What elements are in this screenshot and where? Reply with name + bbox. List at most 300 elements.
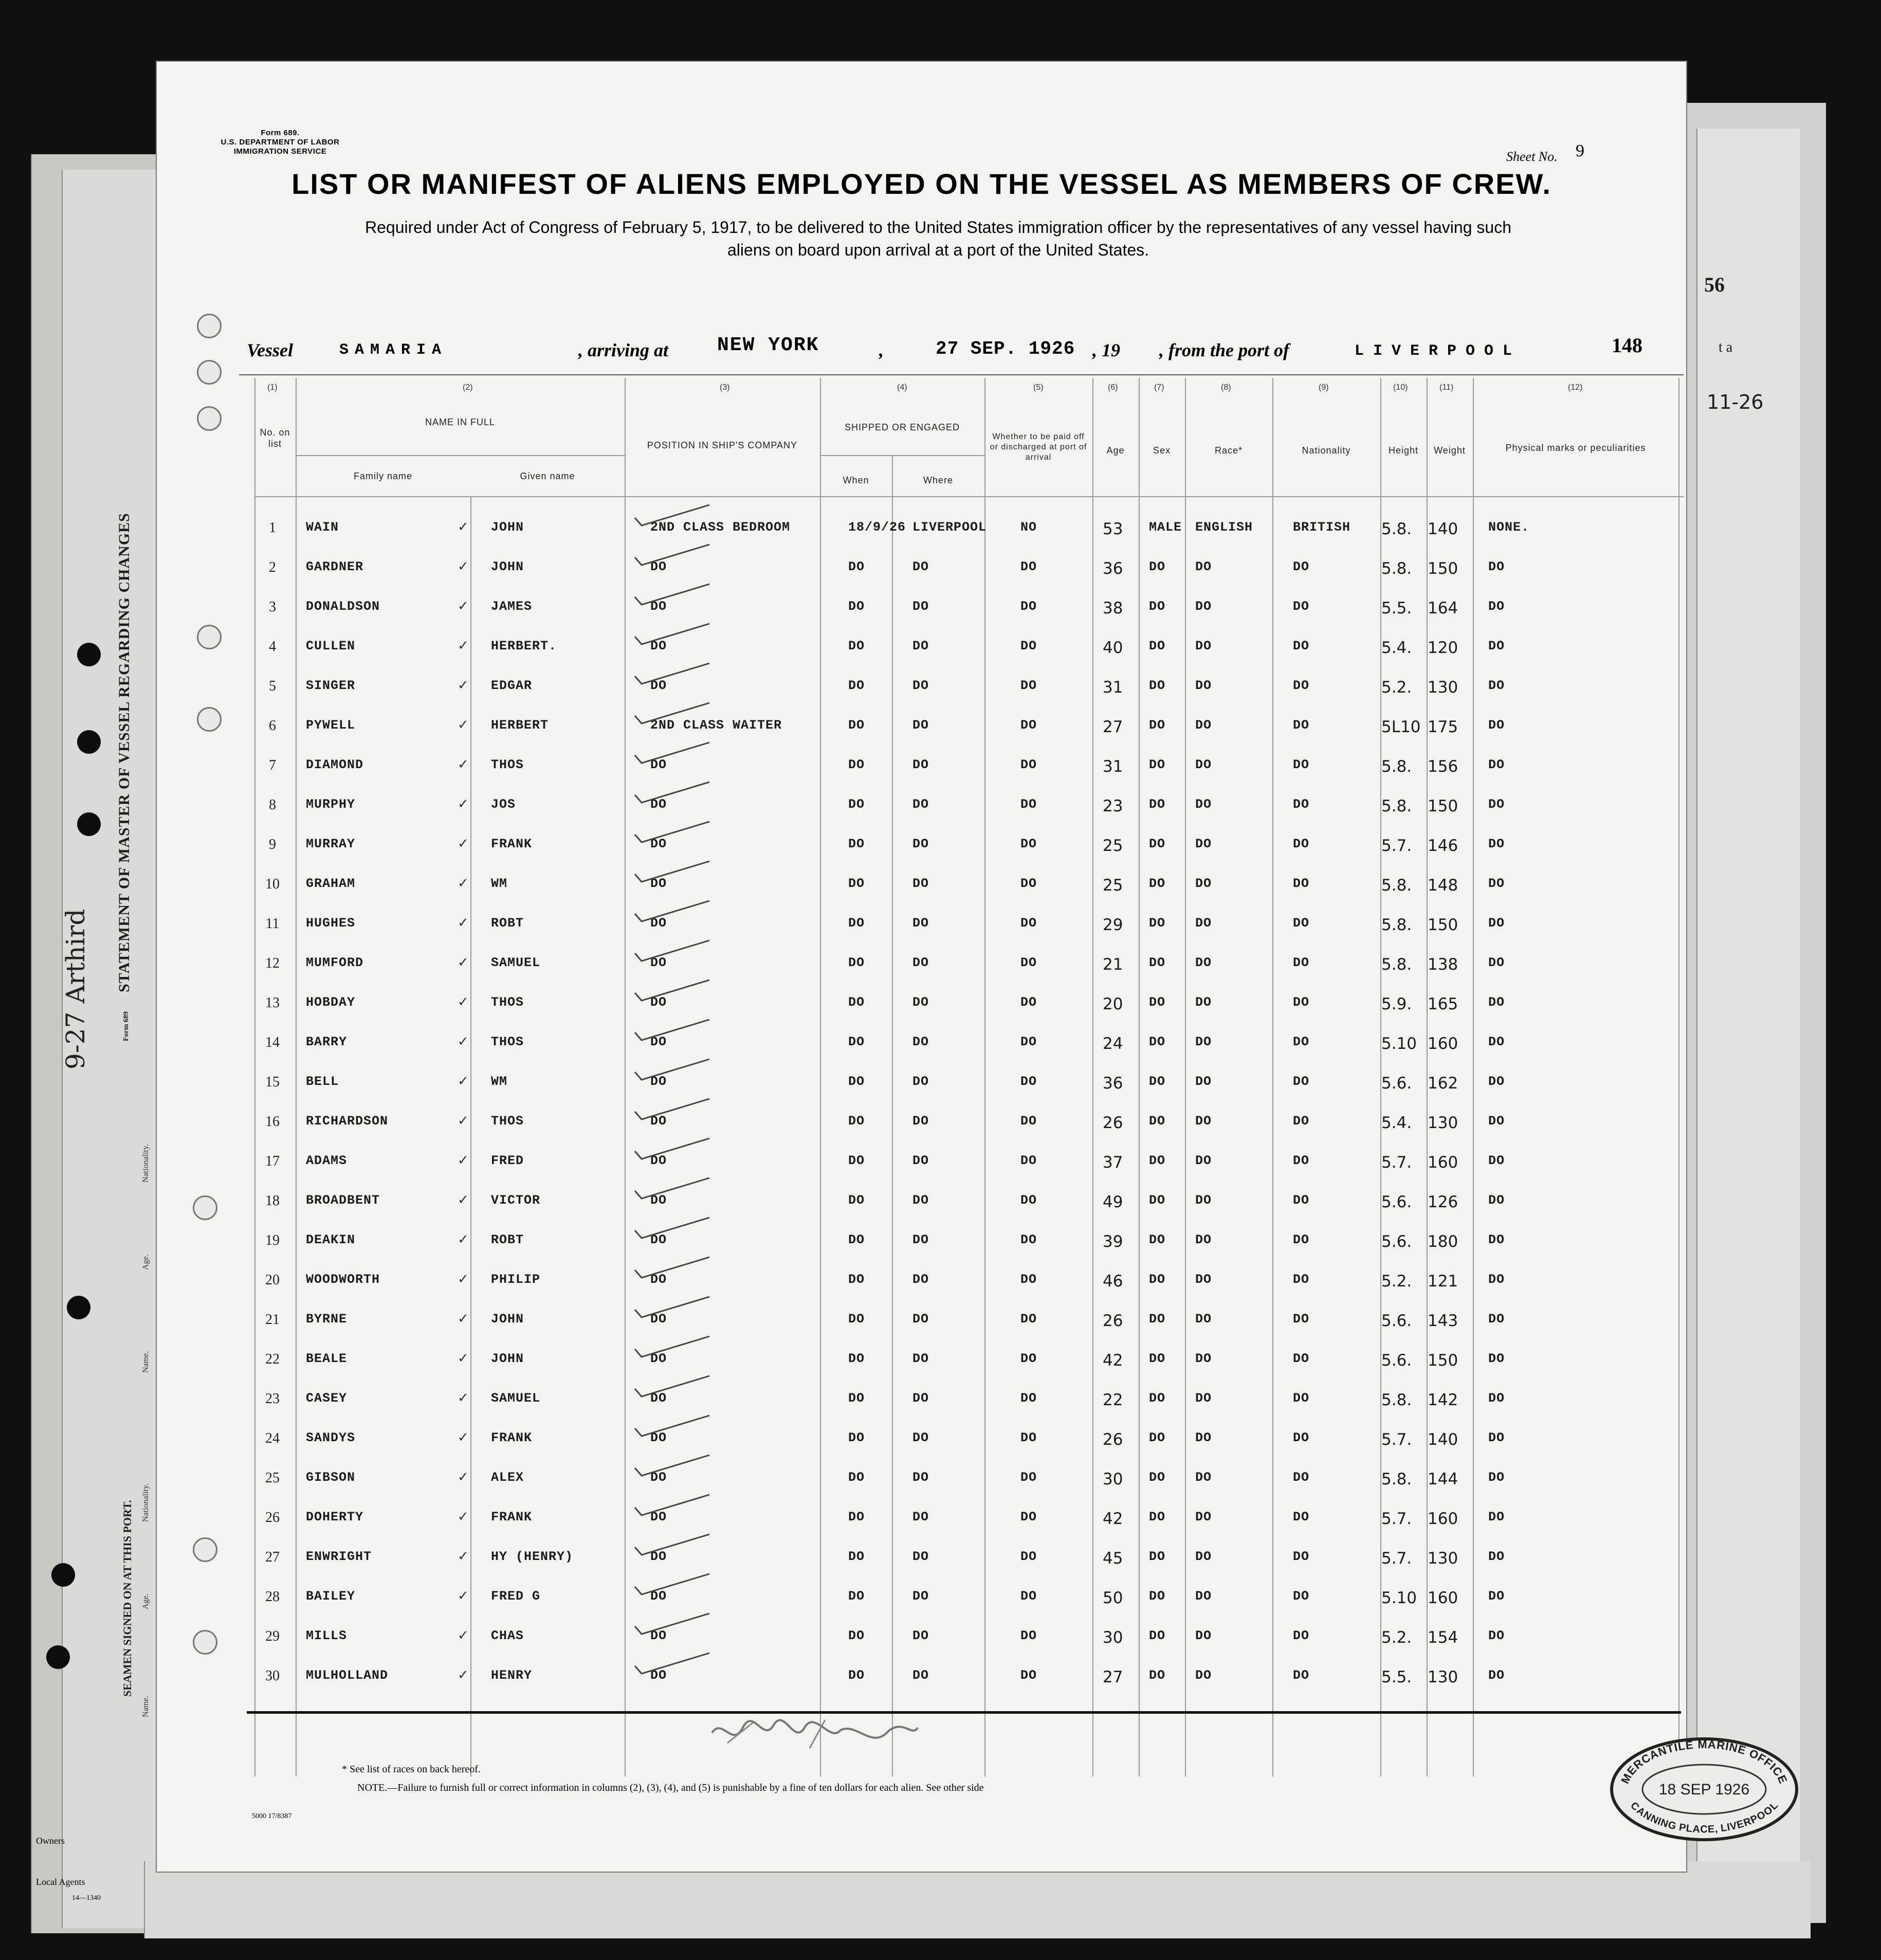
cell-marks: DO xyxy=(1488,718,1505,733)
cell-paid: DO xyxy=(1020,757,1037,772)
pencil-check-icon xyxy=(632,1017,715,1043)
cell-position: DO xyxy=(650,1312,667,1327)
cell-marks: DO xyxy=(1488,1232,1505,1247)
cell-nationality: DO xyxy=(1293,1035,1310,1049)
cell-family: SANDYS xyxy=(306,1430,356,1445)
cell-sex: DO xyxy=(1149,1470,1166,1485)
sheet-number-value: 9 xyxy=(1576,141,1584,160)
cell-marks: DO xyxy=(1488,678,1505,693)
cell-sex: DO xyxy=(1149,599,1166,614)
side-label-name: Name. xyxy=(141,1351,150,1373)
handwritten-signature xyxy=(707,1712,923,1758)
check-mark-icon: ✓ xyxy=(458,598,469,613)
row-number: 15 xyxy=(265,1074,280,1090)
cell-family: GIBSON xyxy=(306,1470,356,1485)
table-row xyxy=(254,551,1684,591)
cell-family: HOBDAY xyxy=(306,995,356,1010)
cell-nationality: DO xyxy=(1293,1232,1310,1247)
cell-height: 5.6. xyxy=(1381,1074,1412,1093)
cell-weight: 130 xyxy=(1428,1668,1458,1686)
cell-age: 53 xyxy=(1103,520,1123,538)
cell-nationality: DO xyxy=(1293,1114,1310,1129)
cell-given: JOS xyxy=(491,797,516,812)
cell-marks: DO xyxy=(1488,1312,1505,1327)
cell-paid: DO xyxy=(1020,1312,1037,1327)
cell-sex: DO xyxy=(1149,1232,1166,1247)
cell-marks: DO xyxy=(1488,1470,1505,1485)
cell-when: DO xyxy=(848,1470,865,1485)
cell-height: 5.4. xyxy=(1381,1114,1412,1132)
cell-weight: 150 xyxy=(1428,797,1458,815)
side-handwritten-note: 9-27 Arthird xyxy=(61,909,90,1069)
cell-family: MILLS xyxy=(306,1628,348,1643)
cell-weight: 130 xyxy=(1428,678,1458,697)
cell-paid: DO xyxy=(1020,1510,1037,1525)
check-mark-icon: ✓ xyxy=(458,1627,469,1643)
cell-weight: 121 xyxy=(1428,1272,1458,1291)
cell-given: JOHN xyxy=(491,1351,524,1366)
cell-sex: DO xyxy=(1149,916,1166,931)
cell-nationality: DO xyxy=(1293,916,1310,931)
cell-given: THOS xyxy=(491,1035,524,1049)
cell-when: DO xyxy=(848,995,865,1010)
cell-position: DO xyxy=(650,1035,667,1049)
cell-position: DO xyxy=(650,1589,667,1604)
header-sex: Sex xyxy=(1153,445,1171,456)
cell-nationality: DO xyxy=(1293,1153,1310,1168)
cell-marks: DO xyxy=(1488,1272,1505,1287)
header-physical-marks: Physical marks or peculiarities xyxy=(1505,443,1646,453)
mercantile-marine-office-stamp xyxy=(1606,1735,1802,1843)
cell-weight: 148 xyxy=(1428,876,1458,895)
col-num-8: (8) xyxy=(1221,383,1231,392)
cell-race: DO xyxy=(1195,678,1212,693)
row-number: 27 xyxy=(265,1549,280,1565)
cell-weight: 175 xyxy=(1428,718,1458,736)
cell-height: 5.9. xyxy=(1381,995,1412,1013)
cell-nationality: DO xyxy=(1293,797,1310,812)
right-sheet-fragment: t a xyxy=(1719,339,1733,355)
cell-given: HERBERT xyxy=(491,718,549,733)
cell-sex: DO xyxy=(1149,639,1166,654)
from-port-label: , from the port of xyxy=(1159,340,1290,360)
cell-marks: DO xyxy=(1488,1114,1505,1129)
cell-sex: DO xyxy=(1149,1193,1166,1208)
cell-where: DO xyxy=(912,916,929,931)
row-number: 1 xyxy=(269,520,276,536)
pencil-check-icon xyxy=(632,1294,715,1320)
cell-sex: DO xyxy=(1149,1549,1166,1564)
pencil-check-icon xyxy=(632,1057,715,1082)
cell-family: WOODWORTH xyxy=(306,1272,380,1287)
row-number: 30 xyxy=(265,1668,280,1684)
cell-race: DO xyxy=(1195,1193,1212,1208)
row-number: 23 xyxy=(265,1391,280,1407)
cell-race: DO xyxy=(1195,757,1212,772)
cell-sex: DO xyxy=(1149,1510,1166,1525)
cell-nationality: DO xyxy=(1293,1430,1310,1445)
col-num-7: (7) xyxy=(1154,383,1164,392)
cell-marks: DO xyxy=(1488,1391,1505,1406)
cell-marks: DO xyxy=(1488,1510,1505,1525)
row-number: 12 xyxy=(265,955,280,971)
row-number: 7 xyxy=(269,757,276,773)
check-mark-icon: ✓ xyxy=(458,796,469,811)
cell-sex: DO xyxy=(1149,1391,1166,1406)
table-row xyxy=(254,1145,1684,1185)
punch-hole-dark xyxy=(67,1296,90,1319)
cell-race: DO xyxy=(1195,955,1212,970)
cell-sex: DO xyxy=(1149,995,1166,1010)
cell-race: DO xyxy=(1195,599,1212,614)
header-nationality: Nationality xyxy=(1302,445,1351,456)
table-row xyxy=(254,1224,1684,1264)
cell-race: DO xyxy=(1195,1232,1212,1247)
cell-marks: DO xyxy=(1488,916,1505,931)
cell-sex: DO xyxy=(1149,1668,1166,1683)
cell-marks: DO xyxy=(1488,1430,1505,1445)
header-age: Age xyxy=(1106,445,1125,456)
header-family-name: Family name xyxy=(353,471,413,481)
cell-height: 5.10 xyxy=(1381,1035,1417,1053)
cell-where: DO xyxy=(912,1193,929,1208)
cell-sex: DO xyxy=(1149,757,1166,772)
check-mark-icon: ✓ xyxy=(458,954,469,970)
cell-weight: 140 xyxy=(1428,1430,1458,1449)
row-number: 29 xyxy=(265,1628,280,1644)
cell-paid: DO xyxy=(1020,678,1037,693)
subtitle-line-2: aliens on board upon arrival at a port of the United States. xyxy=(727,241,1149,259)
table-row xyxy=(254,1066,1684,1106)
table-row xyxy=(254,710,1684,750)
cell-marks: DO xyxy=(1488,1153,1505,1168)
cell-given: FRANK xyxy=(491,1510,533,1525)
cell-race: DO xyxy=(1195,837,1212,851)
cell-age: 30 xyxy=(1103,1628,1123,1647)
pencil-check-icon xyxy=(632,1255,715,1280)
cell-age: 22 xyxy=(1103,1391,1123,1409)
cell-height: 5.5. xyxy=(1381,1668,1412,1686)
cell-sex: DO xyxy=(1149,1153,1166,1168)
check-mark-icon: ✓ xyxy=(458,994,469,1009)
cell-position: DO xyxy=(650,1470,667,1485)
table-row xyxy=(254,630,1684,670)
header-where: Where xyxy=(923,475,953,485)
cell-marks: DO xyxy=(1488,1351,1505,1366)
cell-weight: 164 xyxy=(1428,599,1458,618)
cell-position: DO xyxy=(650,995,667,1010)
cell-height: 5L10 xyxy=(1381,718,1421,736)
cell-paid: DO xyxy=(1020,1430,1037,1445)
cell-weight: 146 xyxy=(1428,837,1458,855)
cell-position: DO xyxy=(650,1232,667,1247)
vessel-name: SAMARIA xyxy=(339,341,448,359)
cell-race: DO xyxy=(1195,1628,1212,1643)
cell-age: 27 xyxy=(1103,1668,1123,1686)
cell-age: 24 xyxy=(1103,1035,1123,1053)
cell-height: 5.8. xyxy=(1381,1470,1412,1489)
table-bottom-rule xyxy=(247,1711,1681,1714)
cell-family: MURRAY xyxy=(306,837,356,851)
cell-when: DO xyxy=(848,1668,865,1683)
col-num-5: (5) xyxy=(1033,383,1044,392)
cell-height: 5.7. xyxy=(1381,1430,1412,1449)
cell-given: FRANK xyxy=(491,837,533,851)
check-mark-icon: ✓ xyxy=(458,836,469,851)
cell-weight: 162 xyxy=(1428,1074,1458,1093)
header-height: Height xyxy=(1388,445,1419,456)
check-mark-icon: ✓ xyxy=(458,1192,469,1207)
table-row xyxy=(254,1383,1684,1423)
cell-age: 40 xyxy=(1103,639,1123,657)
cell-position: DO xyxy=(650,837,667,851)
col-num-9: (9) xyxy=(1319,383,1329,392)
cell-nationality: DO xyxy=(1293,757,1310,772)
cell-race: DO xyxy=(1195,1153,1212,1168)
pencil-check-icon xyxy=(632,1492,715,1518)
cell-paid: DO xyxy=(1020,916,1037,931)
crew-table xyxy=(254,378,1684,1776)
pencil-check-icon xyxy=(632,779,715,805)
col-num-4: (4) xyxy=(897,383,907,392)
cell-nationality: DO xyxy=(1293,1391,1310,1406)
check-mark-icon: ✓ xyxy=(458,1469,469,1484)
punch-hole xyxy=(197,360,222,385)
cell-given: ROBT xyxy=(491,1232,524,1247)
cell-paid: DO xyxy=(1020,1153,1037,1168)
cell-position: DO xyxy=(650,955,667,970)
cell-sex: DO xyxy=(1149,1272,1166,1287)
row-number: 21 xyxy=(265,1312,280,1328)
side-label-age: Age. xyxy=(141,1254,150,1270)
table-row xyxy=(254,1422,1684,1462)
row-number: 14 xyxy=(265,1035,280,1050)
document-subtitle xyxy=(244,216,1632,261)
cell-when: DO xyxy=(848,1153,865,1168)
cell-when: DO xyxy=(848,559,865,574)
pencil-check-icon xyxy=(632,1571,715,1597)
cell-age: 20 xyxy=(1103,995,1123,1013)
check-mark-icon: ✓ xyxy=(458,1113,469,1128)
footnote-races: * See list of races on back hereof. xyxy=(342,1764,481,1775)
cell-height: 5.8. xyxy=(1381,797,1412,815)
pencil-check-icon xyxy=(632,1334,715,1359)
cell-height: 5.6. xyxy=(1381,1193,1412,1211)
cell-marks: DO xyxy=(1488,955,1505,970)
check-mark-icon: ✓ xyxy=(458,1033,469,1049)
cell-paid: DO xyxy=(1020,1035,1037,1049)
cell-where: DO xyxy=(912,1589,929,1604)
year-label: , 19 xyxy=(1092,340,1120,360)
punch-hole xyxy=(193,1195,217,1220)
table-row xyxy=(254,828,1684,868)
side-statement-heading: STATEMENT OF MASTER OF VESSEL REGARDING CHANGES xyxy=(116,513,133,992)
cell-age: 46 xyxy=(1103,1272,1123,1291)
cell-age: 36 xyxy=(1103,559,1123,578)
cell-paid: DO xyxy=(1020,1232,1037,1247)
cell-marks: DO xyxy=(1488,599,1505,614)
cell-where: DO xyxy=(912,599,929,614)
cell-where: DO xyxy=(912,1153,929,1168)
col-num-2: (2) xyxy=(463,383,473,392)
sheet-number-label: Sheet No. xyxy=(1506,149,1558,164)
cell-family: BELL xyxy=(306,1074,339,1089)
cell-age: 49 xyxy=(1103,1193,1123,1211)
cell-when: DO xyxy=(848,1549,865,1564)
pencil-check-icon xyxy=(632,740,715,766)
table-row xyxy=(254,591,1684,631)
cell-age: 21 xyxy=(1103,955,1123,974)
cell-given: EDGAR xyxy=(491,678,533,693)
header-no-on-list: No. on list xyxy=(260,427,290,449)
arrival-date: 27 SEP. 1926 xyxy=(936,338,1075,359)
check-mark-icon: ✓ xyxy=(458,1667,469,1682)
cell-age: 45 xyxy=(1103,1549,1123,1568)
cell-when: DO xyxy=(848,757,865,772)
cell-given: CHAS xyxy=(491,1628,524,1643)
cell-height: 5.6. xyxy=(1381,1232,1412,1251)
cell-weight: 143 xyxy=(1428,1312,1458,1330)
cell-sex: DO xyxy=(1149,1035,1166,1049)
cell-given: VICTOR xyxy=(491,1193,541,1208)
cell-position: DO xyxy=(650,1668,667,1683)
side-label-nationality: Nationality. xyxy=(141,1144,150,1183)
cell-where: DO xyxy=(912,1312,929,1327)
cell-family: ENWRIGHT xyxy=(306,1549,372,1564)
cell-weight: 150 xyxy=(1428,916,1458,934)
pencil-check-icon xyxy=(632,1373,715,1399)
cell-age: 25 xyxy=(1103,876,1123,895)
cell-given: JAMES xyxy=(491,599,533,614)
cell-where: DO xyxy=(912,1035,929,1049)
check-mark-icon: ✓ xyxy=(458,875,469,891)
cell-family: BROADBENT xyxy=(306,1193,380,1208)
check-mark-icon: ✓ xyxy=(458,1509,469,1524)
cell-nationality: DO xyxy=(1293,1628,1310,1643)
cell-sex: DO xyxy=(1149,559,1166,574)
cell-paid: DO xyxy=(1020,1114,1037,1129)
cell-paid: DO xyxy=(1020,599,1037,614)
cell-race: DO xyxy=(1195,1351,1212,1366)
cell-family: MUMFORD xyxy=(306,955,364,970)
cell-when: DO xyxy=(848,1272,865,1287)
cell-paid: DO xyxy=(1020,1668,1037,1683)
pencil-check-icon xyxy=(632,1175,715,1201)
row-number: 11 xyxy=(265,916,280,932)
cell-where: DO xyxy=(912,1549,929,1564)
cell-sex: DO xyxy=(1149,955,1166,970)
cell-given: WM xyxy=(491,1074,508,1089)
cell-marks: DO xyxy=(1488,757,1505,772)
side-local-agents-label: Local Agents xyxy=(36,1877,85,1887)
cell-age: 38 xyxy=(1103,599,1123,618)
vessel-line xyxy=(157,334,1686,370)
department-name: U.S. DEPARTMENT OF LABOR xyxy=(221,138,340,147)
cell-when: DO xyxy=(848,1035,865,1049)
table-row xyxy=(254,1185,1684,1225)
cell-paid: DO xyxy=(1020,876,1037,891)
cell-marks: DO xyxy=(1488,1668,1505,1683)
cell-age: 26 xyxy=(1103,1114,1123,1132)
pencil-check-icon xyxy=(632,1215,715,1241)
cell-age: 27 xyxy=(1103,718,1123,736)
cell-where: DO xyxy=(912,876,929,891)
cell-given: SAMUEL xyxy=(491,1391,541,1406)
document-title: LIST OR MANIFEST OF ALIENS EMPLOYED ON THE VESSEL AS MEMBERS OF CREW. xyxy=(291,168,1551,200)
cell-sex: DO xyxy=(1149,718,1166,733)
table-row xyxy=(254,1264,1684,1304)
cell-when: DO xyxy=(848,639,865,654)
cell-race: DO xyxy=(1195,718,1212,733)
cell-when: DO xyxy=(848,955,865,970)
punch-hole-dark xyxy=(77,643,101,666)
cell-race: DO xyxy=(1195,1114,1212,1129)
vessel-label: Vessel xyxy=(247,340,293,360)
cell-paid: DO xyxy=(1020,1272,1037,1287)
cell-weight: 144 xyxy=(1428,1470,1458,1489)
pencil-check-icon xyxy=(632,1650,715,1676)
header-weight: Weight xyxy=(1434,445,1466,456)
punch-hole xyxy=(193,1630,217,1655)
row-number: 3 xyxy=(269,599,276,615)
cell-family: MURPHY xyxy=(306,797,356,812)
punch-hole-dark xyxy=(77,730,101,754)
col-num-11: (11) xyxy=(1439,383,1454,392)
cell-where: DO xyxy=(912,1114,929,1129)
cell-race: DO xyxy=(1195,1470,1212,1485)
table-row xyxy=(254,1581,1684,1621)
side-owners-label: Owners xyxy=(36,1836,65,1846)
cell-paid: NO xyxy=(1020,520,1037,535)
cell-family: RICHARDSON xyxy=(306,1114,389,1129)
cell-paid: DO xyxy=(1020,1628,1037,1643)
cell-race: DO xyxy=(1195,1589,1212,1604)
cell-family: CULLEN xyxy=(306,639,356,654)
pencil-check-icon xyxy=(632,859,715,884)
pencil-check-icon xyxy=(632,938,715,964)
cell-nationality: DO xyxy=(1293,1470,1310,1485)
cell-marks: DO xyxy=(1488,876,1505,891)
cell-height: 5.6. xyxy=(1381,1312,1412,1330)
cell-sex: DO xyxy=(1149,1114,1166,1129)
cell-paid: DO xyxy=(1020,1391,1037,1406)
cell-paid: DO xyxy=(1020,1193,1037,1208)
header-name-in-full: NAME IN FULL xyxy=(425,417,496,427)
cell-when: DO xyxy=(848,1391,865,1406)
cell-marks: DO xyxy=(1488,639,1505,654)
cell-race: DO xyxy=(1195,639,1212,654)
side-label-name-2: Name. xyxy=(141,1695,150,1717)
cell-paid: DO xyxy=(1020,718,1037,733)
cell-age: 36 xyxy=(1103,1074,1123,1093)
check-mark-icon: ✓ xyxy=(458,519,469,534)
row-number: 5 xyxy=(269,678,276,694)
cell-when: DO xyxy=(848,1232,865,1247)
punch-hole xyxy=(197,314,222,338)
cell-where: DO xyxy=(912,1391,929,1406)
table-row xyxy=(254,1620,1684,1660)
cell-given: FRED G xyxy=(491,1589,541,1604)
cell-age: 31 xyxy=(1103,678,1123,697)
cell-family: ADAMS xyxy=(306,1153,348,1168)
header-shipped-engaged: SHIPPED OR ENGAGED xyxy=(844,422,960,432)
cell-when: DO xyxy=(848,1589,865,1604)
table-row xyxy=(254,512,1684,552)
punch-hole-dark xyxy=(51,1563,75,1587)
side-label-nationality-2: Nationality. xyxy=(141,1483,150,1522)
cell-nationality: DO xyxy=(1293,995,1310,1010)
stamp-date: 18 SEP 1926 xyxy=(1658,1781,1750,1798)
